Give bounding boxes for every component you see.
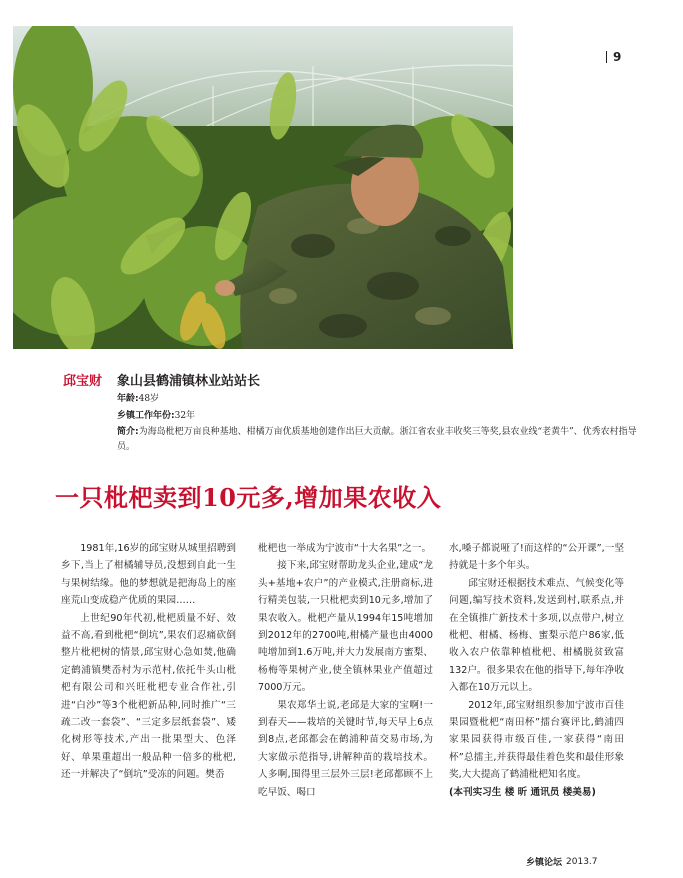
profile-name: 邱宝财 [63,374,103,389]
paragraph: 上世纪90年代初,枇杷质量不好、效益不高,看到枇杷“倒坑”,果农们忍痛砍倒整片枇杷树的情景,邱宝财心急如焚,他确定鹤浦镇樊岙村为示范村,依托牛头山枇杷有限公司和兴旺枇杷专业合作社,引进“白沙”等3个枇杷新品种,同时推广“三疏二改一套袋”、“三定多层纸套袋”、矮化树形等技术,产出一批果型大、色泽好、单果重超出一般品种一倍多的枇杷,还一并解决了“倒坑”受冻的问题。樊岙 [61,612,236,781]
profile-position: 象山县鹤浦镇林业站站长 [117,374,261,389]
profile-intro-text: 为海岛枇杷万亩良种基地、柑橘万亩优质基地创建作出巨大贡献。浙江省农业丰收奖三等奖,县农业线“老黄牛”、优秀农村指导员。 [117,427,637,452]
issue-date: 2013.7 [566,856,598,867]
page-number-divider [606,51,607,63]
article-column-2 [258,540,433,801]
magazine-name: 乡镇论坛 [526,858,563,868]
page-footer [526,855,598,868]
loquat-tree-farmer-photo [13,26,513,349]
paragraph: 1981年,16岁的邱宝财从城里招聘到乡下,当上了柑橘辅导员,没想到自此一生与果树结缘。他的梦想就是把海岛上的座座荒山变成稳产优质的果园…… [61,543,236,607]
profile-intro-label: 简介: [117,427,139,437]
paragraph: 接下来,邱宝财帮助龙头企业,建成“龙头+基地+农户”的产业模式,注册商标,进行精美包装,一只枇杷卖到10元多,增加了果农收入。枇杷产量从1994年15吨增加到2012年的2700吨,柑橘产量也由4000吨增加到1.6万吨,并大力发展南方蜜梨、杨梅等果树产业,使全镇林果业产值超过7000万元。 [258,560,433,694]
paragraph: 邱宝财还根据技术难点、气候变化等问题,编写技术资料,发送到村,联系点,并在全镇推广新技术十多项,以点带户,树立枇杷、柑橘、杨梅、蜜梨示范户86家,低收入农户依靠种植枇杷、柑橘脱贫致富132户。很多果农在他的指导下,每年净收入都在10万元以上。 [449,577,624,694]
paragraph: 果农郑华土说,老邱是大家的宝啊!一到春天——栽培的关键时节,每天早上6点到8点,老邱都会在鹤浦种苗交易市场,为大家做示范指导,讲解种苗的栽培技术。人多啊,围得里三层外三层!老邱都顾不上吃早饭、喝口 [258,699,433,798]
profile-age [117,391,159,404]
profile-age-value: 48岁 [138,394,160,404]
profile-years [117,408,195,421]
profile-years-label: 乡镇工作年份: [117,411,175,421]
page-number-value: 9 [613,50,622,64]
profile-intro [117,425,637,455]
profile-age-label: 年龄: [117,394,139,404]
paragraph: 2012年,邱宝财组织参加宁波市百佳果园暨枇杷“南田杯”擂台赛评比,鹤浦四家果园获得市级百佳,一家获得“南田杯”总擂主,并获得最佳着色奖和最佳形象奖,大大提高了鹤浦枇杷知名度。 [449,699,624,781]
article-column-1 [61,540,236,784]
page-number [606,50,621,64]
profile-years-value: 32年 [174,411,196,421]
paragraph: 枇杷也一举成为宁波市“十大名果”之一。 [258,543,432,554]
article-headline: 一只枇杷卖到10元多,增加果农收入 [55,483,442,512]
article-credit: (本刊实习生 楼 昕 通讯员 楼美易) [449,786,596,798]
paragraph: 水,嗓子都说哑了!而这样的“公开课”,一坚持就是十多个年头。 [449,543,624,572]
article-column-3 [449,540,624,801]
